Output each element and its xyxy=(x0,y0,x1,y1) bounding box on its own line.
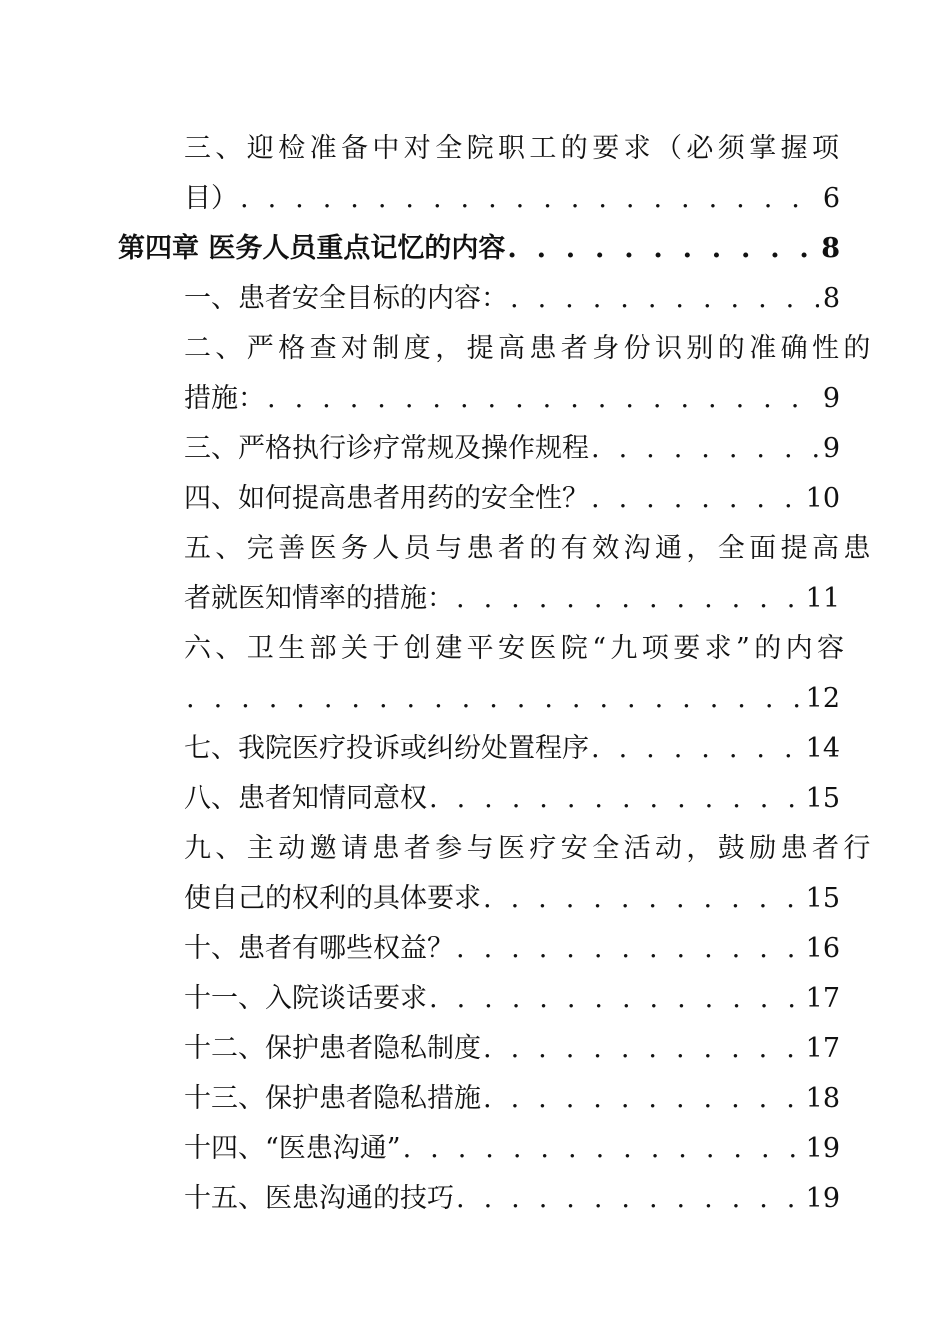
toc-section-entry[interactable] xyxy=(118,424,840,474)
toc-dot-leader xyxy=(456,924,802,974)
toc-entry-title: 十二、保护患者隐私制度 xyxy=(184,1033,481,1064)
toc-page-number: 19 xyxy=(805,1183,840,1214)
toc-section-entry[interactable] xyxy=(118,124,844,224)
toc-dot-leader xyxy=(591,724,802,774)
toc-page-number: 17 xyxy=(805,1033,840,1064)
toc-line xyxy=(184,1174,840,1224)
toc-page-number: 19 xyxy=(805,1133,840,1164)
toc-dot-leader xyxy=(267,374,819,424)
toc-page-number: 14 xyxy=(805,733,840,764)
toc-dot-leader xyxy=(591,424,819,474)
toc-page-number: 15 xyxy=(805,883,840,914)
toc-section-entry[interactable] xyxy=(118,1124,840,1174)
toc-section-entry[interactable] xyxy=(118,324,875,424)
toc-section-entry[interactable] xyxy=(118,1024,840,1074)
toc-entry-title: 六、卫生部关于创建平安医院“九项要求”的内容 xyxy=(184,633,849,664)
toc-page-number: 8 xyxy=(822,283,840,314)
toc-line xyxy=(184,274,840,324)
toc-section-entry[interactable] xyxy=(118,474,840,524)
toc-entry-title: 一、患者安全目标的内容： xyxy=(184,283,508,314)
toc-line xyxy=(118,224,840,274)
toc-entry-title: 十三、保护患者隐私措施 xyxy=(184,1083,481,1114)
toc-section-entry[interactable] xyxy=(118,624,849,724)
toc-entry-title: 者就医知情率的措施： xyxy=(184,583,454,614)
toc-line xyxy=(184,724,840,774)
toc-dot-leader xyxy=(456,1174,802,1224)
toc-dot-leader xyxy=(483,1074,802,1124)
toc-page-number: 18 xyxy=(805,1083,840,1114)
toc-entry-title: 十五、医患沟通的技巧 xyxy=(184,1183,454,1214)
toc-entry-title: 措施： xyxy=(184,383,265,414)
toc-line xyxy=(184,1124,840,1174)
toc-dot-leader xyxy=(186,674,802,724)
toc-dot-leader xyxy=(510,274,819,324)
toc-page-number: 10 xyxy=(805,483,840,514)
toc-dot-leader xyxy=(483,1024,802,1074)
toc-entry-title: 七、我院医疗投诉或纠纷处置程序 xyxy=(184,733,589,764)
toc-section-entry[interactable] xyxy=(118,724,840,774)
toc-dot-leader xyxy=(456,574,802,624)
toc-section-entry[interactable] xyxy=(118,1074,840,1124)
toc-section-entry[interactable] xyxy=(118,1174,840,1224)
toc-dot-leader xyxy=(403,1124,802,1174)
toc-dot-leader xyxy=(483,874,802,924)
toc-line xyxy=(184,324,875,374)
toc-page-number: 8 xyxy=(821,233,840,264)
toc-section-entry[interactable] xyxy=(118,974,840,1024)
toc-entry-title: 五、完善医务人员与患者的有效沟通，全面提高患 xyxy=(184,533,875,564)
toc-dot-leader xyxy=(429,974,802,1024)
toc-line xyxy=(184,974,840,1024)
toc-entry-title: 十一、入院谈话要求 xyxy=(184,983,427,1014)
toc-section-entry[interactable] xyxy=(118,774,840,824)
toc-dot-leader xyxy=(429,774,802,824)
toc-entry-title: 三、严格执行诊疗常规及操作规程 xyxy=(184,433,589,464)
toc-entry-title: 二、严格查对制度，提高患者身份识别的准确性的 xyxy=(184,333,875,364)
toc-page-number: 12 xyxy=(805,683,840,714)
toc-page-number: 9 xyxy=(822,383,840,414)
toc-line xyxy=(184,474,840,524)
toc-line xyxy=(184,624,849,674)
toc-line xyxy=(184,674,840,724)
toc-entry-title: 四、如何提高患者用药的安全性？ xyxy=(184,483,589,514)
toc-line xyxy=(184,1024,840,1074)
toc-page-number: 9 xyxy=(822,433,840,464)
toc-entry-title: 三、迎检准备中对全院职工的要求（必须掌握项 xyxy=(184,133,844,164)
toc-line xyxy=(184,824,875,874)
toc-entry-title: 八、患者知情同意权 xyxy=(184,783,427,814)
toc-line xyxy=(184,574,840,624)
toc-chapter-entry[interactable] xyxy=(118,224,840,274)
toc-section-entry[interactable] xyxy=(118,924,840,974)
toc-line xyxy=(184,124,844,174)
toc-entry-title: 使自己的权利的具体要求 xyxy=(184,883,481,914)
toc-line xyxy=(184,774,840,824)
toc-dot-leader xyxy=(240,174,819,224)
toc-line xyxy=(184,374,840,424)
toc-page-number: 6 xyxy=(822,183,840,214)
toc-entry-title: 第四章 医务人员重点记忆的内容 xyxy=(118,233,506,264)
toc-dot-leader xyxy=(507,224,817,274)
toc-page-number: 16 xyxy=(805,933,840,964)
toc-entry-title: 十、患者有哪些权益？ xyxy=(184,933,454,964)
toc-entry-title: 九、主动邀请患者参与医疗安全活动，鼓励患者行 xyxy=(184,833,875,864)
toc-line xyxy=(184,924,840,974)
toc-line xyxy=(184,874,840,924)
toc-page-number: 15 xyxy=(805,783,840,814)
toc-page-number: 17 xyxy=(805,983,840,1014)
toc-page-number: 11 xyxy=(805,583,840,614)
toc-dot-leader xyxy=(591,474,802,524)
toc-section-entry[interactable] xyxy=(118,824,875,924)
table-of-contents xyxy=(118,124,875,1224)
toc-line xyxy=(184,174,840,224)
toc-section-entry[interactable] xyxy=(118,524,875,624)
toc-section-entry[interactable] xyxy=(118,274,840,324)
toc-entry-title: 十四、“医患沟通” xyxy=(184,1133,401,1164)
toc-line xyxy=(184,424,840,474)
toc-line xyxy=(184,524,875,574)
toc-entry-title: 目） xyxy=(184,183,238,214)
toc-line xyxy=(184,1074,840,1124)
